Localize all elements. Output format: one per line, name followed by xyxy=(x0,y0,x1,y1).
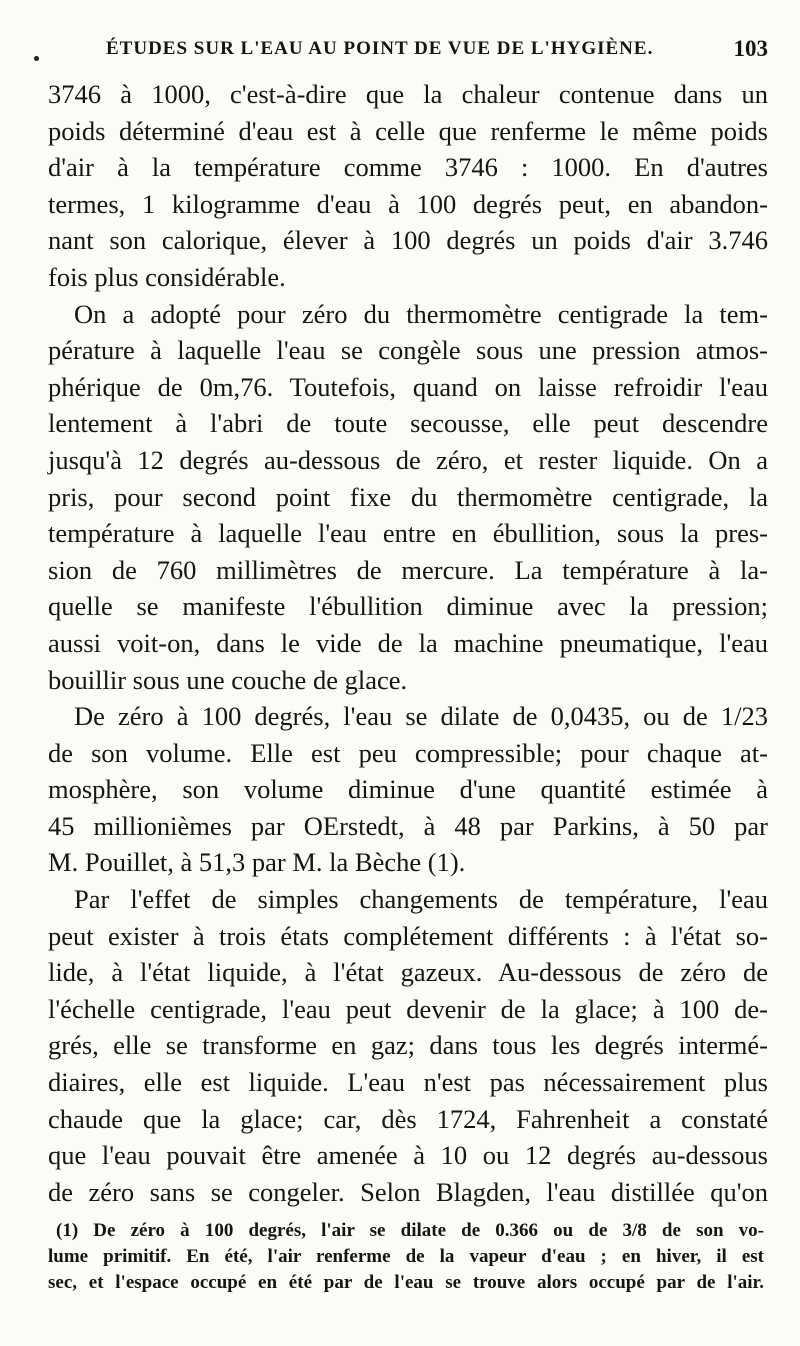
footnotes xyxy=(48,1218,764,1296)
text-line: l'échelle centigrade, l'eau peut devenir de la glace; à 100 de- xyxy=(48,993,768,1024)
text-line: M. Pouillet, à 51,3 par M. la Bèche (1). xyxy=(48,847,466,878)
text-line: termes, 1 kilogramme d'eau à 100 degrés peut, en abandon- xyxy=(48,188,768,219)
text-line: mosphère, son volume diminue d'une quantité estimée à xyxy=(48,774,768,805)
text-line: lentement à l'abri de toute secousse, elle peut descendre xyxy=(48,408,768,439)
text-line: On a adopté pour zéro du thermomètre centigrade la tem- xyxy=(74,298,768,329)
page-number: 103 xyxy=(733,36,768,61)
text-line: de zéro sans se congeler. Selon Blagden, l'eau distillée qu'on xyxy=(48,1176,768,1207)
text-line: pris, pour second point fixe du thermomètre centigrade, la xyxy=(48,481,768,512)
footnote-line: lume primitif. En été, l'air renferme de la vapeur d'eau ; en hiver, il est xyxy=(48,1246,764,1267)
printer-dot xyxy=(34,56,39,61)
text-line: peut exister à trois états complétement différents : à l'état so- xyxy=(48,920,768,951)
text-line: température à laquelle l'eau entre en ébullition, sous la pres- xyxy=(48,518,768,549)
footnote-line: sec, et l'espace occupé en été par de l'eau se trouve alors occupé par de l'air. xyxy=(48,1272,764,1293)
text-line: d'air à la température comme 3746 : 1000. En d'autres xyxy=(48,152,768,183)
text-line: que l'eau pouvait être amenée à 10 ou 12 degrés au-dessous xyxy=(48,1140,768,1171)
text-line: De zéro à 100 degrés, l'eau se dilate de 0,0435, ou de 1/23 xyxy=(74,701,768,732)
text-line: jusqu'à 12 degrés au-dessous de zéro, et rester liquide. On a xyxy=(48,444,768,475)
text-line: 3746 à 1000, c'est-à-dire que la chaleur contenue dans un xyxy=(48,79,768,109)
text-line: de son volume. Elle est peu compressible; pour chaque at- xyxy=(48,737,768,768)
text-line: poids déterminé d'eau est à celle que renferme le même poids xyxy=(48,115,768,146)
text-line: sion de 760 millimètres de mercure. La température à la- xyxy=(48,554,768,585)
text-line: aussi voit-on, dans le vide de la machine pneumatique, l'eau xyxy=(48,627,768,658)
text-line: phérique de 0m,76. Toutefois, quand on laisse refroidir l'eau xyxy=(48,371,768,402)
text-line: fois plus considérable. xyxy=(48,261,286,292)
text-line: nant son calorique, élever à 100 degrés un poids d'air 3.746 xyxy=(48,225,768,256)
page-header xyxy=(34,36,768,66)
footnote-line: (1) De zéro à 100 degrés, l'air se dilate de 0.366 ou de 3/8 de son vo- xyxy=(56,1220,764,1241)
text-line: 45 millionièmes par OErstedt, à 48 par Parkins, à 50 par xyxy=(48,810,768,841)
text-line: lide, à l'état liquide, à l'état gazeux. Au-dessous de zéro de xyxy=(48,957,768,988)
text-line: bouillir sous une couche de glace. xyxy=(48,664,408,695)
text-line: grés, elle se transforme en gaz; dans tous les degrés intermé- xyxy=(48,1030,768,1061)
text-line: quelle se manifeste l'ébullition diminue avec la pression; xyxy=(48,591,768,622)
text-line: Par l'effet de simples changements de température, l'eau xyxy=(74,884,768,915)
text-line: chaude que la glace; car, dès 1724, Fahrenheit a constaté xyxy=(48,1103,768,1134)
running-title: ÉTUDES SUR L'EAU AU POINT DE VUE DE L'HYGIÈNE. xyxy=(106,38,654,59)
text-line: diaires, elle est liquide. L'eau n'est pas nécessairement plus xyxy=(48,1067,768,1098)
body-text xyxy=(48,76,768,1210)
text-line: pérature à laquelle l'eau se congèle sous une pression atmos- xyxy=(48,335,768,366)
